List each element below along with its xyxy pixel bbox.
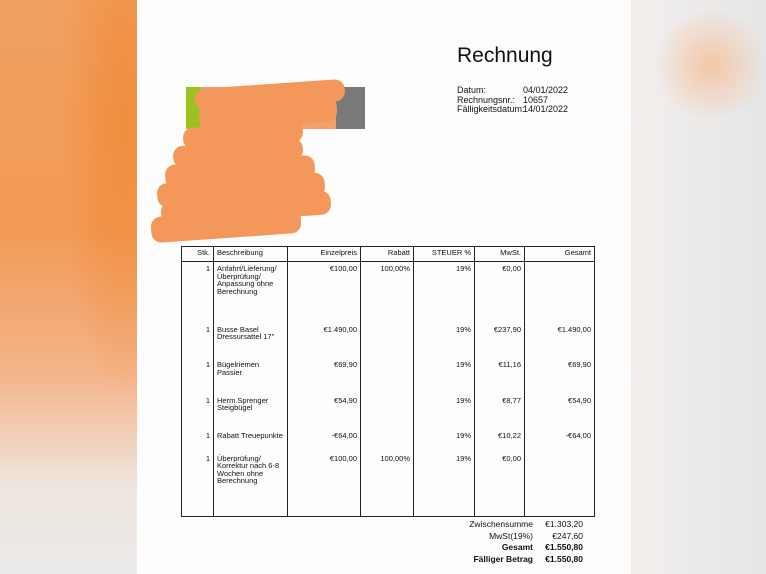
table-row xyxy=(182,394,595,429)
cell-stk: 1 xyxy=(182,452,214,513)
table-filler-row xyxy=(182,512,595,516)
total-row-subtotal xyxy=(447,519,583,531)
total-value: €1.303,20 xyxy=(545,519,583,529)
total-row-amount-due xyxy=(447,554,583,566)
total-row-vat xyxy=(447,531,583,543)
table-row xyxy=(182,323,595,358)
filler-cell xyxy=(182,512,214,516)
cell-rabatt xyxy=(361,394,414,429)
cell-rabatt: 100,00% xyxy=(361,262,414,323)
background-left xyxy=(0,0,137,574)
total-value: €247,60 xyxy=(552,530,583,541)
cell-gesamt: €54,90 xyxy=(525,394,595,429)
cell-steuer: 19% xyxy=(414,323,475,358)
table-row xyxy=(182,429,595,452)
cell-einzelpreis: €100,00 xyxy=(288,452,361,513)
header-steuer: STEUER % xyxy=(414,247,475,262)
cell-stk: 1 xyxy=(182,262,214,323)
cell-mwst: €11,16 xyxy=(475,358,525,393)
cell-steuer: 19% xyxy=(414,452,475,513)
table-header-row xyxy=(182,247,595,262)
cell-gesamt: -€64,00 xyxy=(525,429,595,452)
filler-cell xyxy=(288,512,361,516)
meta-value: 14/01/2022 xyxy=(523,104,569,114)
cell-rabatt xyxy=(361,358,414,393)
cell-einzelpreis: €100,00 xyxy=(288,262,361,323)
filler-cell xyxy=(475,512,525,516)
table-row xyxy=(182,262,595,323)
cell-mwst: €0,00 xyxy=(475,262,525,323)
cell-stk: 1 xyxy=(182,358,214,393)
cell-mwst: €8,77 xyxy=(475,394,525,429)
header-mwst: MwSt. xyxy=(475,247,525,262)
meta-label: Rechnungsnr.: xyxy=(457,94,516,105)
cell-rabatt xyxy=(361,323,414,358)
total-label: MwSt(19%) xyxy=(489,530,533,541)
cell-stk: 1 xyxy=(182,394,214,429)
cell-steuer: 19% xyxy=(414,358,475,393)
invoice-title: Rechnung xyxy=(457,44,553,67)
cell-beschreibung: Rabatt Treuepunkte xyxy=(214,429,288,452)
cell-beschreibung: Herm.Sprenger Steigbügel xyxy=(214,394,288,429)
cell-gesamt: €69,90 xyxy=(525,358,595,393)
background-right xyxy=(631,0,766,574)
cell-steuer: 19% xyxy=(414,262,475,323)
filler-cell xyxy=(414,512,475,516)
filler-cell xyxy=(525,512,595,516)
cell-beschreibung: Überprüfung/ Korrektur nach 6-8 Wochen ohne Berechnung xyxy=(214,452,288,513)
cell-stk: 1 xyxy=(182,323,214,358)
cell-beschreibung: Busse Basel Dressursattel 17" xyxy=(214,323,288,358)
cell-mwst: €0,00 xyxy=(475,452,525,513)
cell-rabatt xyxy=(361,429,414,452)
invoice-page xyxy=(137,0,631,574)
line-items-table xyxy=(181,246,595,517)
meta-label: Datum: xyxy=(457,85,487,95)
cell-stk: 1 xyxy=(182,429,214,452)
cell-einzelpreis: -€64,00 xyxy=(288,429,361,452)
cell-steuer: 19% xyxy=(414,394,475,429)
totals-block xyxy=(447,519,583,565)
meta-value: 04/01/2022 xyxy=(523,85,569,95)
filler-cell xyxy=(361,512,414,516)
cell-einzelpreis: €54,90 xyxy=(288,394,361,429)
cell-einzelpreis: €69,90 xyxy=(288,358,361,393)
total-label: Fälliger Betrag xyxy=(473,553,533,564)
total-label: Zwischensumme xyxy=(469,519,533,529)
total-value: €1.550,80 xyxy=(545,553,583,564)
header-beschreibung: Beschreibung xyxy=(214,247,288,262)
meta-label: Fälligkeitsdatum: xyxy=(457,104,525,114)
cell-beschreibung: Bügelriemen Passier xyxy=(214,358,288,393)
cell-mwst: €10,22 xyxy=(475,429,525,452)
meta-row-due-date xyxy=(457,105,568,115)
header-rabatt: Rabatt xyxy=(361,247,414,262)
cell-mwst: €237,90 xyxy=(475,323,525,358)
meta-value: 10657 xyxy=(523,94,549,105)
cell-steuer: 19% xyxy=(414,429,475,452)
table-row xyxy=(182,358,595,393)
total-row-grand-total xyxy=(447,542,583,554)
cell-beschreibung: Anfahrt/Lieferung/ Überprüfung/ Anpassung ohne Berechnung xyxy=(214,262,288,323)
header-einzelpreis: Einzelpreis xyxy=(288,247,361,262)
table-row xyxy=(182,452,595,513)
total-value: €1.550,80 xyxy=(545,542,583,552)
header-gesamt: Gesamt xyxy=(525,247,595,262)
cell-rabatt: 100,00% xyxy=(361,452,414,513)
cell-gesamt: €1.490,00 xyxy=(525,323,595,358)
cell-gesamt xyxy=(525,262,595,323)
invoice-meta xyxy=(457,86,568,115)
filler-cell xyxy=(214,512,288,516)
header-stk: Stk. xyxy=(182,247,214,262)
cell-gesamt xyxy=(525,452,595,513)
cell-einzelpreis: €1.490,00 xyxy=(288,323,361,358)
total-label: Gesamt xyxy=(501,542,533,552)
background-blob xyxy=(651,10,766,120)
